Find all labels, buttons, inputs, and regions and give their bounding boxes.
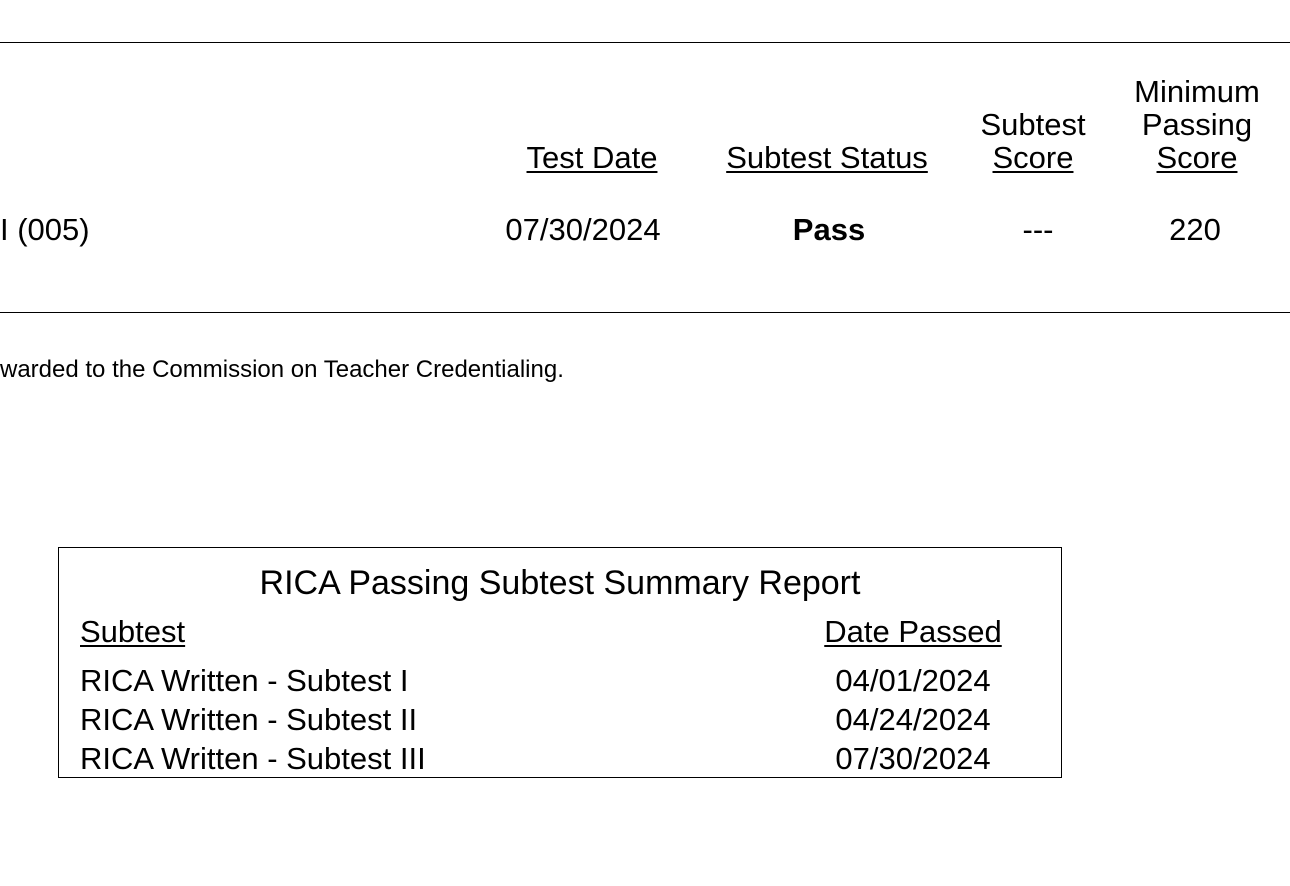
header-min-passing-line2: Passing bbox=[1141, 107, 1253, 142]
header-min-passing-line1: Minimum bbox=[1134, 74, 1260, 109]
header-subtest-status-label: Subtest Status bbox=[726, 140, 928, 175]
summary-header-subtest bbox=[80, 613, 185, 651]
header-subtest-score-line1: Subtest bbox=[980, 107, 1086, 142]
forwarding-note: warded to the Commission on Teacher Credentialing. bbox=[0, 356, 564, 383]
row-subtest-name: I (005) bbox=[0, 212, 90, 247]
summary-report-title: RICA Passing Subtest Summary Report bbox=[259, 564, 861, 602]
row-subtest-status: Pass bbox=[792, 212, 866, 247]
summary-row-date-passed: 04/24/2024 bbox=[835, 702, 991, 737]
summary-header-date-passed-label: Date Passed bbox=[824, 614, 1002, 649]
summary-header-date-passed bbox=[818, 613, 1008, 651]
bottom-divider bbox=[0, 312, 1290, 313]
row-min-passing-score: 220 bbox=[1169, 212, 1221, 247]
header-test-date bbox=[500, 141, 684, 174]
header-subtest-score-line2: Score bbox=[992, 140, 1074, 175]
header-test-date-label: Test Date bbox=[526, 140, 658, 175]
header-subtest-status bbox=[712, 141, 942, 174]
header-subtest-score bbox=[968, 108, 1098, 174]
summary-row-subtest: RICA Written - Subtest I bbox=[80, 663, 409, 698]
summary-header-subtest-label: Subtest bbox=[80, 614, 186, 649]
header-min-passing-line3: Score bbox=[1156, 140, 1238, 175]
summary-row-subtest: RICA Written - Subtest III bbox=[80, 741, 426, 776]
summary-row-date-passed: 07/30/2024 bbox=[835, 741, 991, 776]
top-divider bbox=[0, 42, 1290, 43]
summary-row-date-passed: 04/01/2024 bbox=[835, 663, 991, 698]
header-minimum-passing-score bbox=[1122, 75, 1272, 174]
summary-row-subtest: RICA Written - Subtest II bbox=[80, 702, 418, 737]
row-subtest-score: --- bbox=[1022, 212, 1054, 247]
row-test-date: 07/30/2024 bbox=[505, 212, 661, 247]
